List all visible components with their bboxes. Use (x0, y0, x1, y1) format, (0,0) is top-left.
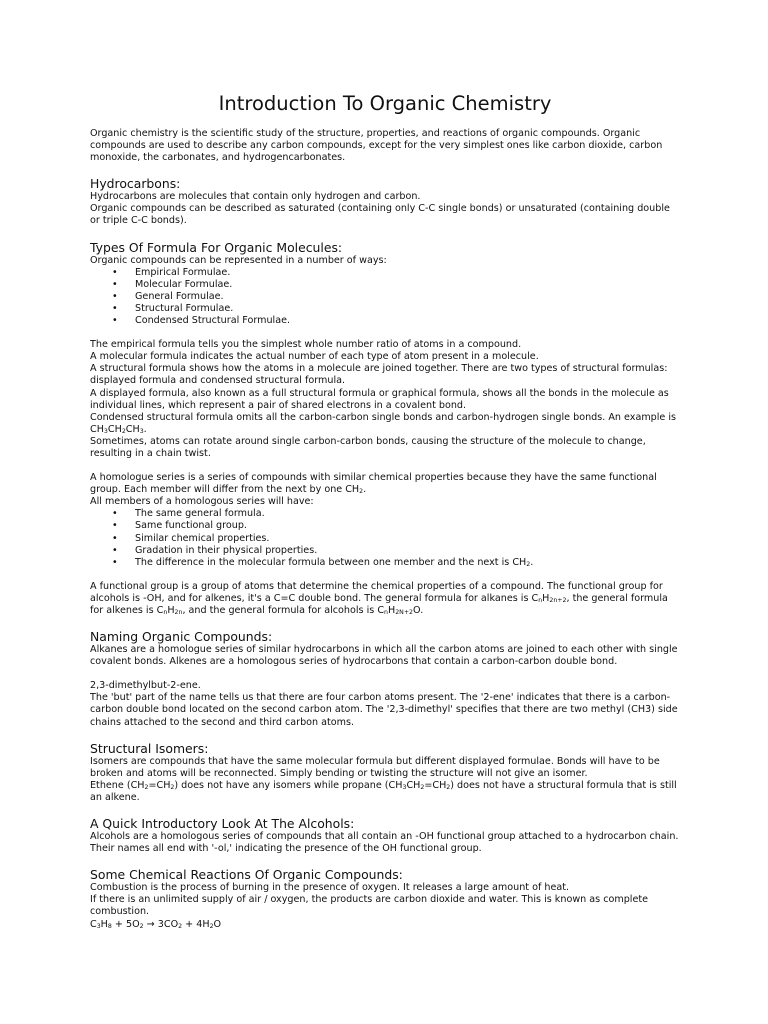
molecular-formula-paragraph: A molecular formula indicates the actual number of each type of atom present in a molecule. (90, 351, 539, 363)
functional-group-paragraph: A functional group is a group of atoms that determine the chemical properties of a compound. The functional group for alcohols is -OH, and for alkenes, it's a C=C double bond. The general formula for alkanes is $C_nH_{2n+2}$, the general formula for alkenes is $C_nH_{2n}$, and the general formula for alcohols is $C_nH_{2N+2}O$. (90, 580, 668, 616)
naming-explanation: The 'but' part of the name tells us that there are four carbon atoms present. The '2-ene' indicates that there is a carbon-carbon double bond located on the second carbon atom. The '2,3-dimethyl' specifies that there are two methyl (CH3) side chains attached to the second and third carbon atoms. (90, 692, 678, 728)
alcohols-paragraph: Alcohols are a homologous series of compounds that all contain an -OH functional group attached to a hydrocarbon chain. Their names all end with '-ol,' indicating the presence of the OH functional group. (90, 831, 679, 855)
list-item: • General Formulae. (90, 291, 680, 303)
isomers-heading: Structural Isomers: (90, 740, 209, 756)
list-item: • Gradation in their physical properties. (90, 545, 680, 557)
naming-paragraph: Alkanes are a homologue series of similar hydrocarbons in which all the carbon atoms are joined to each other with single covalent bonds. Alkenes are a homologous series of hydrocarbons that contain a carbon-carbon double bond. (90, 644, 678, 668)
list-item: • Structural Formulae. (90, 303, 680, 315)
homologous-members-lead: All members of a homologous series will have: (90, 496, 314, 508)
empirical-formula-paragraph: The empirical formula tells you the simplest whole number ratio of atoms in a compound. (90, 339, 522, 351)
document-body (90, 92, 680, 931)
formula-types-lead: Organic compounds can be represented in a number of ways: (90, 254, 387, 266)
list-item: • Same functional group. (90, 520, 680, 532)
alcohols-heading: A Quick Introductory Look At The Alcohols: (90, 816, 355, 832)
displayed-formula-paragraph: A displayed formula, also known as a full structural formula or graphical formula, shows all the bonds in the molecule as individual lines, which represent a pair of shared electrons in a covalent bond. (90, 387, 669, 411)
condensed-formula-paragraph: Condensed structural formula omits all the carbon-carbon single bonds and carbon-hydrogen single bonds. An example is $CH_3CH_2CH_3$. (90, 411, 677, 435)
homologous-properties-list (90, 508, 680, 568)
combustion-paragraph: Combustion is the process of burning in the presence of oxygen. It releases a large amount of heat. (90, 882, 570, 894)
hydrocarbons-paragraph-2: Organic compounds can be described as saturated (containing only C-C single bonds) or unsaturated (containing double or triple C-C bonds). (90, 203, 670, 227)
list-item: • The difference in the molecular formula between one member and the next is $CH_2$. (90, 557, 680, 569)
reactions-heading: Some Chemical Reactions Of Organic Compounds: (90, 867, 403, 883)
complete-combustion-paragraph: If there is an unlimited supply of air / oxygen, the products are carbon dioxide and water. This is known as complete combustion. (90, 894, 649, 918)
structural-formula-paragraph: A structural formula shows how the atoms in a molecule are joined together. There are two types of structural formulas: displayed formula and condensed structural formula. (90, 363, 668, 387)
formula-types-list (90, 267, 680, 327)
naming-heading: Naming Organic Compounds: (90, 629, 273, 645)
naming-example: 2,3-dimethylbut-2-ene. (90, 680, 201, 692)
list-item: • Condensed Structural Formulae. (90, 315, 680, 327)
homologous-series-paragraph: A homologue series is a series of compounds with similar chemical properties because they have the same functional group. Each member will differ from the next by one $CH_2$. (90, 472, 657, 496)
list-item: • The same general formula. (90, 508, 680, 520)
list-item: • Similar chemical properties. (90, 533, 680, 545)
list-item: • Empirical Formulae. (90, 267, 680, 279)
ethene-propane-paragraph: Ethene $(CH_2=CH_2)$ does not have any isomers while propane $(CH_3CH_2=CH_2)$ does not have a structural formula that is still an alkene. (90, 779, 677, 803)
hydrocarbons-heading: Hydrocarbons: (90, 176, 181, 192)
list-item: • Molecular Formulae. (90, 279, 680, 291)
chain-twist-paragraph: Sometimes, atoms can rotate around single carbon-carbon bonds, causing the structure of the molecule to change, resulting in a chain twist. (90, 435, 646, 459)
hydrocarbons-paragraph-1: Hydrocarbons are molecules that contain only hydrogen and carbon. (90, 191, 421, 203)
formula-types-heading: Types Of Formula For Organic Molecules: (90, 239, 343, 255)
isomers-paragraph: Isomers are compounds that have the same molecular formula but different displayed formulae. Bonds will have to be broken and atoms will be reconnected. Simply bending or twisting the structure will not give an isomer. (90, 755, 660, 779)
combustion-equation: $C_3H_8 + 5O_2 \to 3CO_2 + 4H_2O$ (90, 918, 222, 930)
intro-paragraph: Organic chemistry is the scientific study of the structure, properties, and reactions of organic compounds. Organic compounds are used to describe any carbon compounds, except for the very simplest ones like carbon dioxide, carbon monoxide, the carbonates, and hydrogencarbonates. (90, 128, 663, 164)
document-title: Introduction To Organic Chemistry (218, 92, 552, 115)
